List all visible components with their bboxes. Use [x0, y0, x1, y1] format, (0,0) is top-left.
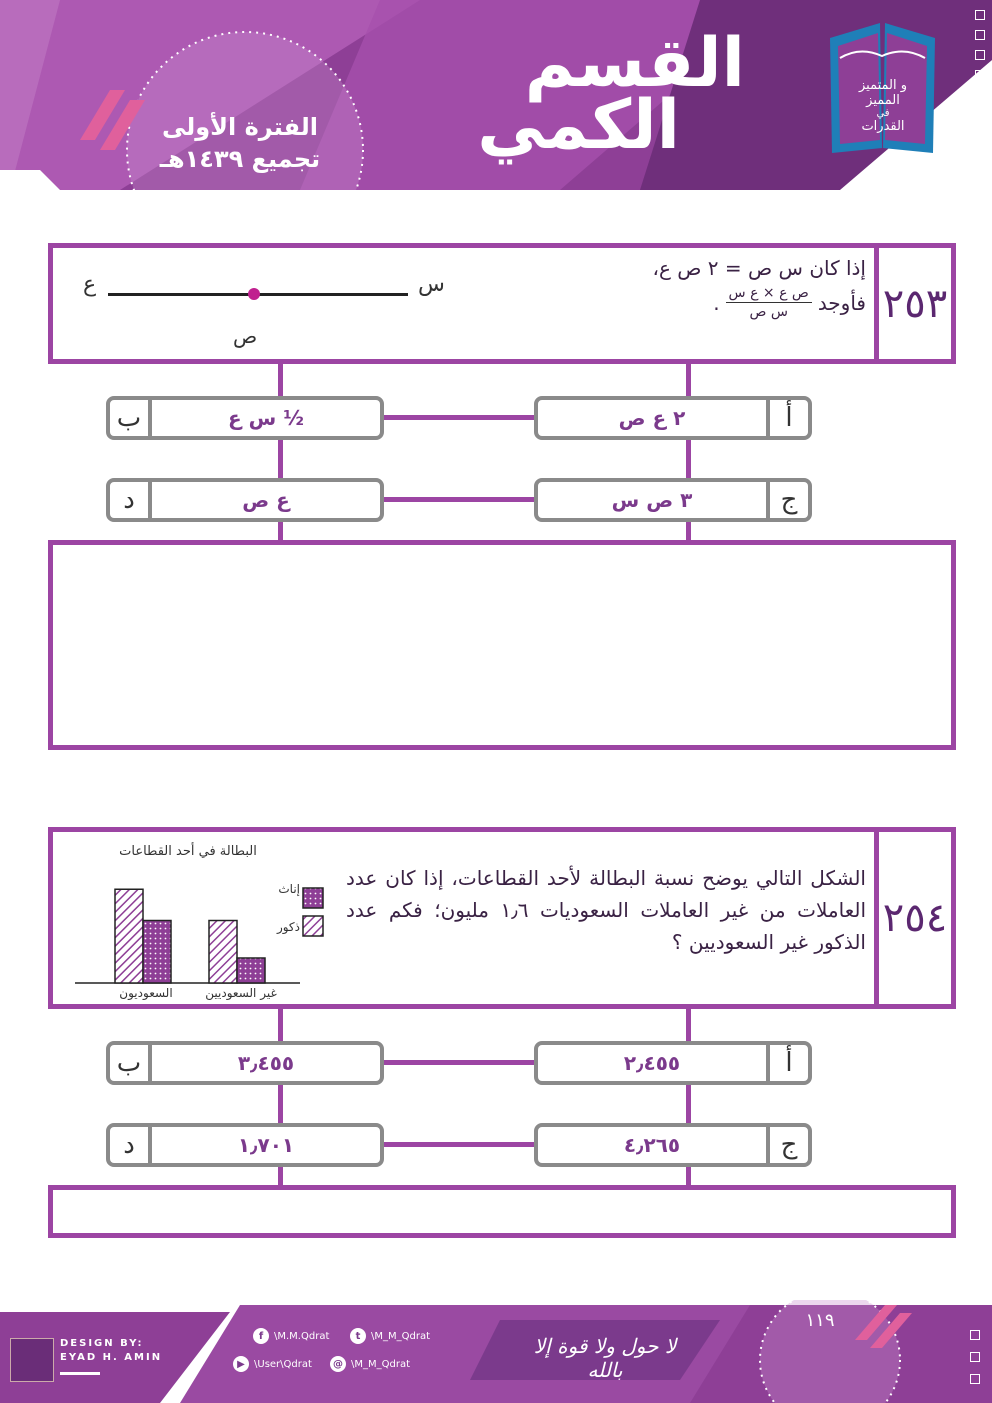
option-d-value: ع ص: [242, 488, 290, 512]
twitter-handle: \M_M_Qdrat: [371, 1330, 431, 1342]
chart-plot: [63, 836, 343, 1006]
connector: [383, 415, 536, 420]
legend-female-label: إناث: [278, 882, 300, 896]
twitter-link[interactable]: [350, 1328, 430, 1344]
question-text-line1: إذا كان س ص = ٢ ص ع،: [652, 256, 866, 280]
question-text: إذا كان س ص = ٢ ص ع، فأوجد ص ع × ع س س ص .: [566, 252, 866, 321]
option-d-letter: د: [110, 1127, 152, 1163]
chart-title: البطالة في أحد القطاعات: [119, 844, 257, 859]
page-footer: [0, 1300, 992, 1403]
option-c-letter: ج: [766, 1127, 808, 1163]
label-p: ص: [233, 324, 258, 348]
option-b-value: ½ س ع: [228, 406, 304, 430]
option-a-letter: أ: [766, 400, 808, 436]
legend-female-swatch: [303, 888, 323, 908]
tick-label-saudis: السعوديون: [119, 986, 173, 1000]
option-b-value: ٣٫٤٥٥: [237, 1051, 295, 1075]
book-logo: [820, 18, 945, 158]
option-a-value: ٢ ع ص: [618, 406, 686, 430]
section-title-line1: القسم: [524, 24, 745, 103]
option-c-value: ٤٫٢٦٥: [623, 1133, 681, 1157]
youtube-icon: ▶: [233, 1356, 249, 1372]
segment-diagram: [83, 266, 463, 356]
option-c[interactable]: [534, 1123, 812, 1167]
instagram-icon: @: [330, 1356, 346, 1372]
facebook-link[interactable]: [253, 1328, 329, 1344]
designer-name: EYAD H. AMIN: [60, 1352, 163, 1363]
option-a[interactable]: [534, 396, 812, 440]
bar-male-0: [115, 889, 143, 983]
option-a[interactable]: [534, 1041, 812, 1085]
decor-squares: [970, 1330, 980, 1396]
designer-logo: [10, 1338, 54, 1382]
fraction: [726, 284, 812, 321]
question-253-box: [48, 243, 956, 364]
option-d[interactable]: [106, 1123, 384, 1167]
option-a-letter: أ: [766, 1045, 808, 1081]
solution-box-254[interactable]: [48, 1185, 956, 1238]
label-e: ع: [83, 272, 97, 297]
period-line2: تجميع ١٤٣٩هـ: [159, 145, 321, 173]
solution-box-253[interactable]: [48, 540, 956, 750]
connector: [383, 1060, 536, 1065]
connector: [383, 1142, 536, 1147]
fraction-numerator: ص ع × ع س: [726, 284, 812, 303]
option-b[interactable]: [106, 396, 384, 440]
question-text: الشكل التالي يوضح نسبة البطالة لأحد القطاعات، إذا كان عدد العاملات من غير العاملات السعوديات ١٫٦ مليون؛ فكم عدد الذكور غير السعوديين ؟: [346, 866, 866, 954]
facebook-icon: f: [253, 1328, 269, 1344]
design-by-label: DESIGN BY:: [60, 1338, 144, 1349]
option-c-letter: ج: [766, 482, 808, 518]
option-c[interactable]: [534, 478, 812, 522]
instagram-link[interactable]: [330, 1356, 410, 1372]
legend-male-label: ذكور: [276, 920, 300, 934]
option-a-value: ٢٫٤٥٥: [623, 1051, 681, 1075]
section-title-line2: الكمي: [477, 86, 680, 165]
option-b-letter: ب: [110, 1045, 152, 1081]
tick-label-non-saudis: غير السعوديين: [205, 986, 277, 1000]
label-s: س: [418, 272, 445, 297]
page-number: ١١٩: [805, 1310, 835, 1331]
question-254-box: [48, 827, 956, 1009]
connector: [383, 497, 536, 502]
question-number: ٢٥٤: [874, 832, 951, 1004]
page-header: [0, 0, 992, 190]
legend-male-swatch: [303, 916, 323, 936]
calligraphy: لا حول ولا قوة إلا بالله: [533, 1334, 677, 1382]
instagram-handle: \M_M_Qdrat: [351, 1358, 411, 1370]
option-d-letter: د: [110, 482, 152, 518]
midpoint-dot: [248, 288, 260, 300]
question-number: ٢٥٣: [874, 248, 951, 359]
option-d-value: ١٫٧٠١: [237, 1133, 295, 1157]
decor-squares: [975, 10, 985, 90]
logo-text: و المتميز المميز في القدرات: [858, 78, 908, 134]
question-text-line2: فأوجد: [817, 290, 866, 315]
option-b-letter: ب: [110, 400, 152, 436]
unemployment-chart: [63, 836, 343, 1006]
option-c-value: ٣ ص س: [611, 488, 693, 512]
twitter-icon: t: [350, 1328, 366, 1344]
facebook-handle: \M.M.Qdrat: [274, 1330, 330, 1342]
youtube-link[interactable]: [233, 1356, 312, 1372]
bar-female-1: [237, 958, 265, 983]
option-b[interactable]: [106, 1041, 384, 1085]
fraction-denominator: س ص: [749, 304, 788, 320]
youtube-handle: \User\Qdrat: [254, 1358, 312, 1370]
bar-female-0: [143, 921, 171, 984]
underline: [60, 1372, 100, 1375]
bar-male-1: [209, 921, 237, 984]
period-line1: الفترة الأولى: [161, 113, 319, 141]
option-d[interactable]: [106, 478, 384, 522]
